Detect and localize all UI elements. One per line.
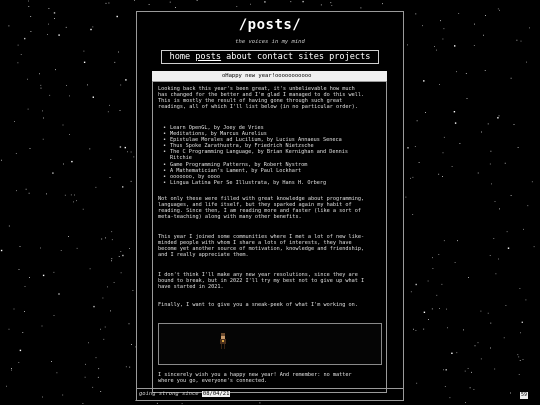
- list-item: • ooooooo, by oooo: [163, 174, 383, 180]
- site-tagline: the voices in my mind: [235, 39, 305, 45]
- post-body: [152, 81, 387, 393]
- post-paragraph: Not only these were filled with great knowledge about programming, languages, and life itself, but they sparked again my habit of reading. Since then, I am reading more and faster (like a sort of meta-teaching) along with many other benefits.: [158, 196, 365, 221]
- post-closing: I sincerely wish you a happy new year! And remember: no matter where you go, everyone's connected.: [158, 372, 352, 385]
- book-list: [163, 125, 383, 186]
- nav-about[interactable]: about: [226, 52, 252, 62]
- nav-projects[interactable]: projects: [329, 52, 371, 62]
- post-title: oHappy new year!o: [222, 73, 279, 79]
- post-intro: Looking back this year's been great, it's unbelievable how much has changed for the better and I'm glad I managed to do this well. This is mostly the result of having gone through such great readings, all of which I'll list below (in no particular order).: [158, 86, 365, 111]
- post-title-bar: [152, 71, 387, 81]
- content-panel: [136, 11, 404, 401]
- nav-bar: [161, 50, 379, 64]
- post-paragraph: Finally, I want to give you a sneak-peek of what I'm working on.: [158, 302, 358, 308]
- nav-home[interactable]: home: [169, 52, 191, 62]
- list-item: • Game Programming Patterns, by Robert Nystrom: [163, 162, 383, 168]
- list-item: • The C Programming Language, by Brian Kernighan and Dennis Ritchie: [163, 149, 383, 161]
- nav-contact[interactable]: contact: [256, 52, 294, 62]
- list-item: • Meditations, by Marcus Aurelius: [163, 131, 383, 137]
- post-title-suffix: oooooooooo: [278, 73, 312, 79]
- footer: [137, 388, 403, 398]
- character-sprite-icon: [219, 333, 227, 349]
- footer-date: 08/04/21: [202, 391, 230, 397]
- list-item: • A Mathematician's Lament, by Paul Lockhart: [163, 168, 383, 174]
- list-item: • Epistulae Morales ad Lucilium, by Lucius Annaeus Seneca: [163, 137, 383, 143]
- nav-sites[interactable]: sites: [298, 52, 325, 62]
- post-paragraph: I don't think I'll make any new year resolutions, since they are bound to break, but in 2022 I'll try my best not to give up what I have started in 2021.: [158, 272, 365, 291]
- list-item: • Learn OpenGL, by Joey de Vries: [163, 125, 383, 131]
- post-paragraph: This year I joined some communities where I met a lot of new like- minded people with whom I share a lots of interests, they have become yet another source of motivation, knowledge and friendship, and I really appreciate them.: [158, 234, 365, 259]
- footer-text: going strong since: [139, 391, 202, 397]
- list-item: • Lingua Latina Per Se Illustrata, by Hans H. Orberg: [163, 180, 383, 186]
- page-title: /posts/: [238, 17, 302, 33]
- nav-posts[interactable]: posts: [195, 52, 222, 62]
- fps-counter: 59: [521, 392, 528, 398]
- list-item: • Thus Spoke Zarathustra, by Friedrich Nietzsche: [163, 143, 383, 149]
- sneak-peek-preview: [158, 323, 382, 365]
